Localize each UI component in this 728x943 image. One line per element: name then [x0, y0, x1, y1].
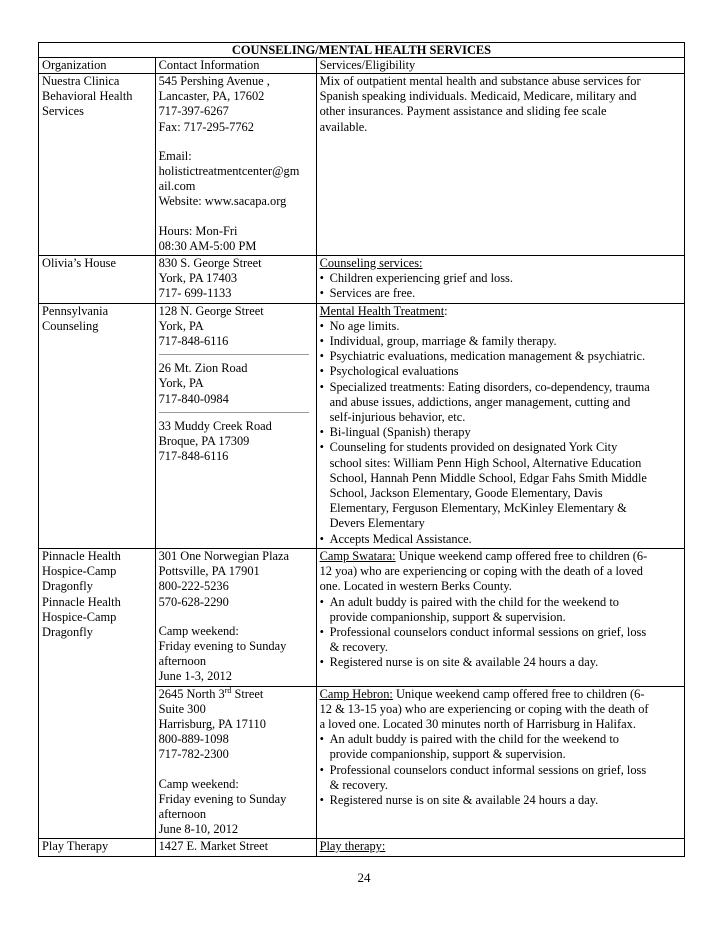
- table-row: [39, 74, 685, 256]
- intro-text: Unique weekend camp offered free to children (6-: [395, 548, 648, 563]
- org-line: Olivia’s House: [42, 256, 116, 271]
- list-item-text: Accepts Medical Assistance.: [329, 531, 472, 546]
- contact-line: 717-397-6267: [158, 104, 229, 119]
- bullet-icon: •: [319, 440, 324, 455]
- org-line: Pinnacle Health: [42, 548, 121, 563]
- contact-line: 717- 699-1133: [158, 286, 232, 301]
- contact-line: June 8-10, 2012: [158, 822, 239, 837]
- bullet-icon: •: [319, 655, 324, 670]
- services-intro-line: [320, 549, 681, 564]
- list-item-text: An adult buddy is paired with the child for the weekend to: [329, 732, 619, 747]
- services-heading: Mental Health Treatment: [319, 303, 445, 318]
- list-item-text: self-injurious behavior, etc.: [329, 410, 466, 425]
- website: Website: www.sacapa.org: [158, 194, 287, 209]
- list-item: [320, 732, 681, 762]
- contact-line: 1427 E. Market Street: [158, 839, 269, 854]
- contact-line: afternoon: [158, 806, 207, 821]
- list-item-text: and abuse issues, addictions, anger management, cutting and: [329, 394, 631, 409]
- list-item: [320, 655, 681, 670]
- bullet-icon: •: [319, 762, 324, 777]
- contact-separator: [159, 354, 309, 355]
- list-item: [320, 334, 681, 349]
- list-item-text: School, Hannah Penn Middle School, Edgar Fahs Smith Middle: [329, 470, 647, 485]
- list-item-text: An adult buddy is paired with the child for the weekend to: [329, 594, 619, 609]
- email-address: holistictreatmentcenter@gm: [158, 164, 300, 179]
- services-cell: [316, 548, 684, 686]
- services-heading: Counseling services:: [319, 256, 423, 271]
- list-item-text: provide companionship, support & supervision.: [329, 747, 566, 762]
- list-item: [320, 364, 681, 379]
- list-item: [320, 532, 681, 547]
- list-item: [320, 625, 681, 655]
- contact-line: 08:30 AM-5:00 PM: [158, 238, 257, 253]
- page-number: 24: [357, 870, 371, 885]
- bullet-icon: •: [319, 379, 324, 394]
- service-line: Mix of outpatient mental health and substance abuse services for: [319, 74, 641, 88]
- list-item-text: Professional counselors conduct informal sessions on grief, loss: [329, 762, 647, 777]
- services-cell: [316, 839, 684, 856]
- header-services: Services/Eligibility: [316, 58, 684, 74]
- contact-line: afternoon: [158, 654, 207, 669]
- contact-line: 26 Mt. Zion Road: [158, 361, 248, 376]
- service-line: other insurances. Payment assistance and sliding fee scale: [319, 104, 607, 119]
- contact-line: 717-782-2300: [158, 747, 229, 762]
- contact-cell: [155, 74, 316, 256]
- list-item-text: Elementary, Ferguson Elementary, McKinley Elementary &: [329, 501, 627, 516]
- table-row: [39, 256, 685, 304]
- contact-line: 545 Pershing Avenue ,: [158, 74, 270, 88]
- contact-line: Camp weekend:: [158, 623, 239, 638]
- intro-text: a loved one. Located 30 minutes north of Harrisburg in Halifax.: [319, 716, 636, 731]
- services-cell: [316, 686, 684, 839]
- bullet-icon: •: [319, 349, 324, 364]
- org-line: Dragonfly: [42, 579, 93, 594]
- ordinal-suffix: rd: [224, 685, 232, 695]
- services-heading-line: [320, 304, 681, 319]
- list-item: [320, 595, 681, 625]
- table-row: [39, 548, 685, 686]
- contact-line: Harrisburg, PA 17110: [158, 716, 266, 731]
- list-item-text: Registered nurse is on site & available 24 hours a day.: [329, 792, 599, 807]
- service-line: available.: [319, 119, 368, 134]
- contact-line: York, PA: [158, 318, 204, 333]
- table-row: [39, 303, 685, 548]
- bullet-icon: •: [319, 624, 324, 639]
- contact-line: Friday evening to Sunday: [158, 638, 287, 653]
- services-cell: [316, 74, 684, 256]
- org-line: Hospice-Camp: [42, 564, 117, 579]
- services-list: [320, 595, 681, 671]
- bullet-icon: •: [319, 732, 324, 747]
- bullet-icon: •: [319, 334, 324, 349]
- contact-line: Suite 300: [158, 701, 206, 716]
- contact-cell: [155, 548, 316, 686]
- list-item-text: Specialized treatments: Eating disorders, co-dependency, trauma: [329, 379, 650, 394]
- list-item-text: Devers Elementary: [329, 516, 425, 531]
- list-item-text: school sites: William Penn High School, Alternative Education: [329, 455, 642, 470]
- header-contact: Contact Information: [155, 58, 316, 74]
- street-text: Street: [231, 686, 264, 701]
- contact-line: Friday evening to Sunday: [158, 791, 287, 806]
- services-heading: Play therapy:: [319, 839, 386, 854]
- list-item-text: Children experiencing grief and loss.: [329, 271, 513, 286]
- org-line: Play Therapy: [42, 839, 109, 854]
- org-line: Counseling: [42, 318, 99, 333]
- contact-line: 800-889-1098: [158, 732, 229, 747]
- bullet-icon: •: [319, 271, 324, 286]
- list-item: [320, 763, 681, 793]
- bullet-icon: •: [319, 318, 324, 333]
- list-item: [320, 319, 681, 334]
- list-item-text: & recovery.: [329, 777, 388, 792]
- org-cell: [39, 839, 156, 856]
- contact-line: Lancaster, PA, 17602: [158, 89, 265, 104]
- table-row: [39, 839, 685, 856]
- contact-line: [159, 687, 313, 702]
- list-item-text: No age limits.: [329, 318, 400, 333]
- list-item: [320, 349, 681, 364]
- bullet-icon: •: [319, 792, 324, 807]
- table-title: COUNSELING/MENTAL HEALTH SERVICES: [39, 43, 685, 58]
- list-item-text: School, Jackson Elementary, Goode Elementary, Davis: [329, 486, 603, 501]
- list-item-text: provide companionship, support & supervision.: [329, 609, 566, 624]
- contact-cell: [155, 839, 316, 856]
- contact-line: York, PA 17403: [158, 271, 238, 286]
- list-item: [320, 286, 681, 301]
- document-page: [38, 42, 685, 857]
- contact-line: Fax: 717-295-7762: [158, 119, 254, 134]
- header-organization: Organization: [39, 58, 156, 74]
- org-line: Nuestra Clinica: [42, 74, 120, 88]
- intro-text: 12 & 13-15 yoa) who are experiencing or coping with the death of: [319, 701, 649, 716]
- bullet-icon: •: [319, 286, 324, 301]
- contact-line: Email:: [158, 148, 192, 163]
- list-item-text: Registered nurse is on site & available 24 hours a day.: [329, 655, 599, 670]
- org-line: Behavioral Health: [42, 89, 133, 104]
- org-line: Pinnacle Health: [42, 594, 121, 609]
- list-item: [320, 793, 681, 808]
- contact-line: 800-222-5236: [158, 579, 229, 594]
- contact-line: 128 N. George Street: [158, 303, 264, 318]
- org-cell: [39, 303, 156, 548]
- list-item-text: Services are free.: [329, 286, 416, 301]
- table-title-row: [39, 43, 685, 58]
- contact-line: 717-848-6116: [158, 449, 229, 464]
- contact-line: 830 S. George Street: [158, 256, 262, 271]
- contact-line: 717-848-6116: [158, 334, 229, 349]
- services-list: [320, 271, 681, 301]
- contact-cell: [155, 256, 316, 304]
- list-item-text: Professional counselors conduct informal sessions on grief, loss: [329, 624, 647, 639]
- org-cell: [39, 548, 156, 838]
- list-item-text: Individual, group, marriage & family therapy.: [329, 334, 557, 349]
- services-heading: Camp Swatara:: [319, 548, 396, 563]
- contact-cell: [155, 686, 316, 839]
- contact-line: 33 Muddy Creek Road: [158, 418, 272, 433]
- bullet-icon: •: [319, 425, 324, 440]
- services-list: [320, 732, 681, 808]
- org-cell: [39, 256, 156, 304]
- services-cell: [316, 256, 684, 304]
- contact-line: 570-628-2290: [158, 594, 229, 609]
- org-line: Hospice-Camp: [42, 609, 117, 624]
- intro-text: Unique weekend camp offered free to children (6-: [392, 686, 645, 701]
- list-item-text: Counseling for students provided on designated York City: [329, 440, 618, 455]
- bullet-icon: •: [319, 531, 324, 546]
- intro-text: one. Located in western Berks County.: [319, 579, 512, 594]
- list-item-text: Psychological evaluations: [329, 364, 459, 379]
- contact-line: Hours: Mon-Fri: [158, 223, 238, 238]
- list-item: [320, 271, 681, 286]
- org-line: Services: [42, 104, 84, 119]
- contact-line: 301 One Norwegian Plaza: [158, 548, 290, 563]
- org-line: Pennsylvania: [42, 303, 109, 318]
- list-item: [320, 440, 681, 531]
- heading-colon: :: [444, 303, 448, 318]
- services-heading: Camp Hebron:: [319, 686, 393, 701]
- services-cell: [316, 303, 684, 548]
- email-address: ail.com: [158, 179, 196, 194]
- list-item-text: Psychiatric evaluations, medication management & psychiatric.: [329, 349, 646, 364]
- list-item: [320, 380, 681, 426]
- org-line: Dragonfly: [42, 624, 93, 639]
- contact-separator: [159, 412, 309, 413]
- list-item: [320, 425, 681, 440]
- bullet-icon: •: [319, 594, 324, 609]
- table-header-row: [39, 58, 685, 74]
- services-intro-line: [320, 687, 681, 702]
- services-table: [38, 42, 685, 857]
- org-cell: [39, 74, 156, 256]
- bullet-icon: •: [319, 364, 324, 379]
- list-item-text: & recovery.: [329, 640, 388, 655]
- contact-line: Pottsville, PA 17901: [158, 564, 260, 579]
- street-text: 2645 North 3: [158, 686, 225, 701]
- contact-line: 717-840-0984: [158, 391, 229, 406]
- services-list: [320, 319, 681, 547]
- contact-line: June 1-3, 2012: [158, 669, 232, 684]
- contact-cell: [155, 303, 316, 548]
- service-line: Spanish speaking individuals. Medicaid, Medicare, military and: [319, 89, 637, 104]
- contact-line: Camp weekend:: [158, 776, 239, 791]
- list-item-text: Bi-lingual (Spanish) therapy: [329, 425, 471, 440]
- contact-line: York, PA: [158, 376, 204, 391]
- intro-text: 12 yoa) who are experiencing or coping with the death of a loved: [319, 564, 643, 579]
- contact-line: Broque, PA 17309: [158, 434, 250, 449]
